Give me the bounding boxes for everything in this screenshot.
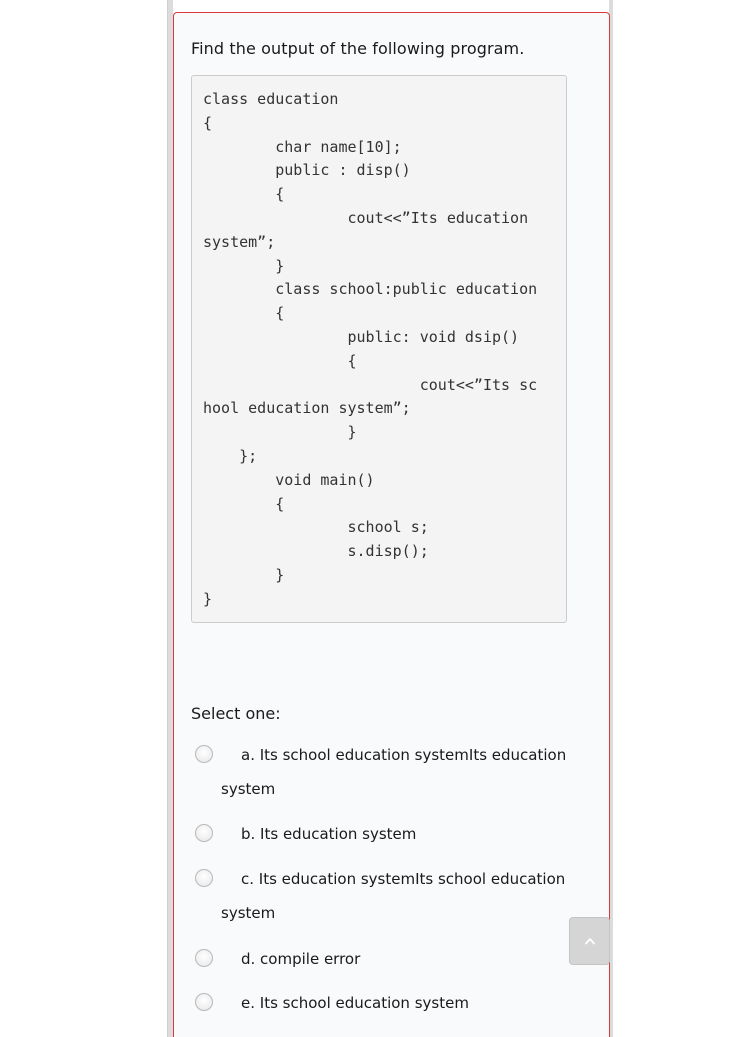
option-d-label[interactable]: d. compile error	[241, 950, 361, 968]
code-listing: class education { char name[10]; public : disp() { cout<<”Its education system”; } class school:public education { public: void dsip() { cout<<”Its sc hool education system”; } }; void main() { school s; s.disp(); } }	[203, 90, 538, 608]
back-to-top-button[interactable]	[569, 917, 610, 965]
option-c-label[interactable]: c. Its education systemIts school education	[241, 870, 566, 888]
option-b-label[interactable]: b. Its education system	[241, 825, 417, 843]
chevron-up-icon	[585, 937, 595, 945]
radio-option-c[interactable]	[195, 869, 213, 887]
code-block	[191, 75, 567, 623]
radio-option-b[interactable]	[195, 824, 213, 842]
radio-option-d[interactable]	[195, 949, 213, 967]
radio-option-e[interactable]	[195, 993, 213, 1011]
option-e-label[interactable]: e. Its school education system	[241, 994, 469, 1012]
option-a-label-continued[interactable]: system	[221, 780, 276, 798]
question-card	[173, 12, 610, 1037]
option-c-label-continued[interactable]: system	[221, 904, 276, 922]
option-a-label[interactable]: a. Its school education systemIts education	[241, 746, 567, 764]
radio-option-a[interactable]	[195, 745, 213, 763]
select-one-label: Select one:	[191, 704, 281, 723]
question-text: Find the output of the following program.	[191, 39, 525, 58]
